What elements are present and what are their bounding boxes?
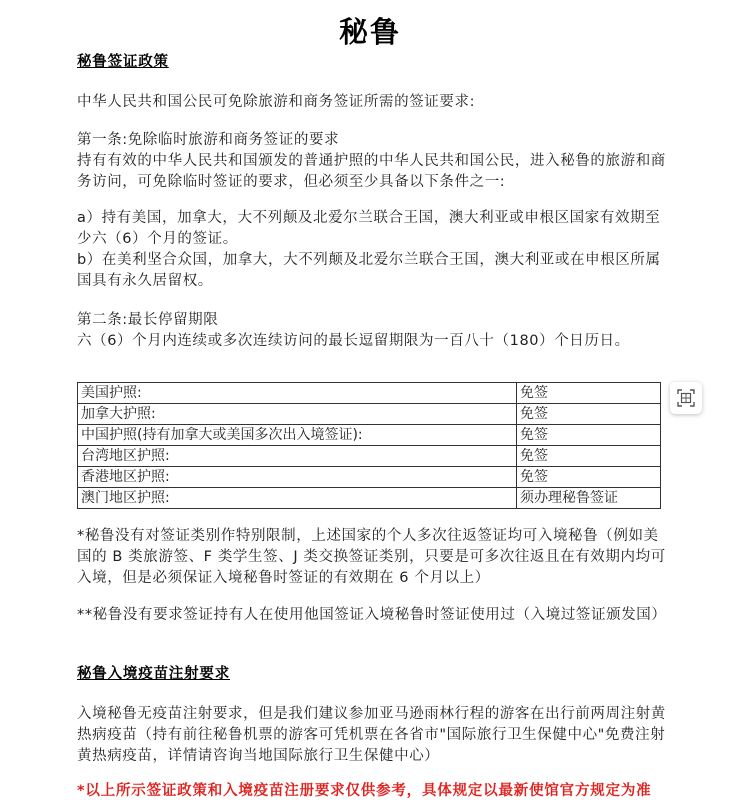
article1-item-b: b）在美利坚合众国，加拿大，大不列颠及北爱尔兰联合王国，澳大利亚或在申根区所属国具有永久居留权。 (77, 252, 661, 289)
note-2: **秘鲁没有要求签证持有人在使用他国签证入境秘鲁时签证使用过（入境过签证颁发国） (77, 607, 667, 623)
passport-type-cell: 澳门地区护照: (78, 488, 517, 509)
table-row (78, 383, 661, 404)
passport-type-cell: 香港地区护照: (78, 467, 517, 488)
table-row (78, 446, 661, 467)
note-1: *秘鲁没有对签证类别作特别限制，上述国家的个人多次往返签证均可入境秘鲁（例如美国的 B 类旅游签、F 类学生签、J 类交换签证类别，只要是可多次往返且在有效期内均可入境，但是必须保证入境秘鲁时签证的有效期在 6 个月以上） (77, 528, 666, 586)
vaccine-body: 入境秘鲁无疫苗注射要求，但是我们建议参加亚马逊雨林行程的游客在出行前两周注射黄热病疫苗（持有前往秘鲁机票的游客可凭机票在各省市"国际旅行卫生保健中心"免费注射黄热病疫苗，详情请咨询当地国际旅行卫生保健中心） (77, 706, 666, 764)
visa-status-cell: 免签 (517, 383, 661, 404)
visa-table (77, 382, 661, 509)
visa-status-cell: 须办理秘鲁签证 (517, 488, 661, 509)
passport-type-cell: 加拿大护照: (78, 404, 517, 425)
passport-type-cell: 美国护照: (78, 383, 517, 404)
qr-scan-button[interactable] (670, 382, 702, 414)
table-row (78, 404, 661, 425)
passport-type-cell: 中国护照(持有加拿大或美国多次出入境签证): (78, 425, 517, 446)
visa-policy-heading: 秘鲁签证政策 (77, 54, 169, 70)
table-row (78, 467, 661, 488)
article1-body: 持有有效的中华人民共和国颁发的普通护照的中华人民共和国公民，进入秘鲁的旅游和商务访问，可免除临时签证的要求，但必须至少具备以下条件之一: (77, 153, 666, 190)
article1-item-a: a）持有美国，加拿大，大不列颠及北爱尔兰联合王国，澳大利亚或申根区国家有效期至少六（6）个月的签证。 (77, 210, 661, 247)
visa-status-cell: 免签 (517, 446, 661, 467)
page-title: 秘鲁 (338, 15, 401, 49)
visa-status-cell: 免签 (517, 425, 661, 446)
article2-body: 六（6）个月内连续或多次连续访问的最长逗留期限为一百八十（180）个日历日。 (77, 333, 630, 349)
table-row (78, 488, 661, 509)
article1-title: 第一条:免除临时旅游和商务签证的要求 (77, 132, 340, 148)
passport-type-cell: 台湾地区护照: (78, 446, 517, 467)
visa-status-cell: 免签 (517, 404, 661, 425)
disclaimer: *以上所示签证政策和入境疫苗注册要求仅供参考，具体规定以最新使馆官方规定为准 (77, 783, 652, 799)
qr-scan-icon (677, 389, 695, 407)
vaccine-heading: 秘鲁入境疫苗注射要求 (77, 666, 230, 682)
visa-status-cell: 免签 (517, 467, 661, 488)
article2-title: 第二条:最长停留期限 (77, 312, 219, 328)
table-row (78, 425, 661, 446)
visa-intro: 中华人民共和国公民可免除旅游和商务签证所需的签证要求: (77, 94, 476, 110)
